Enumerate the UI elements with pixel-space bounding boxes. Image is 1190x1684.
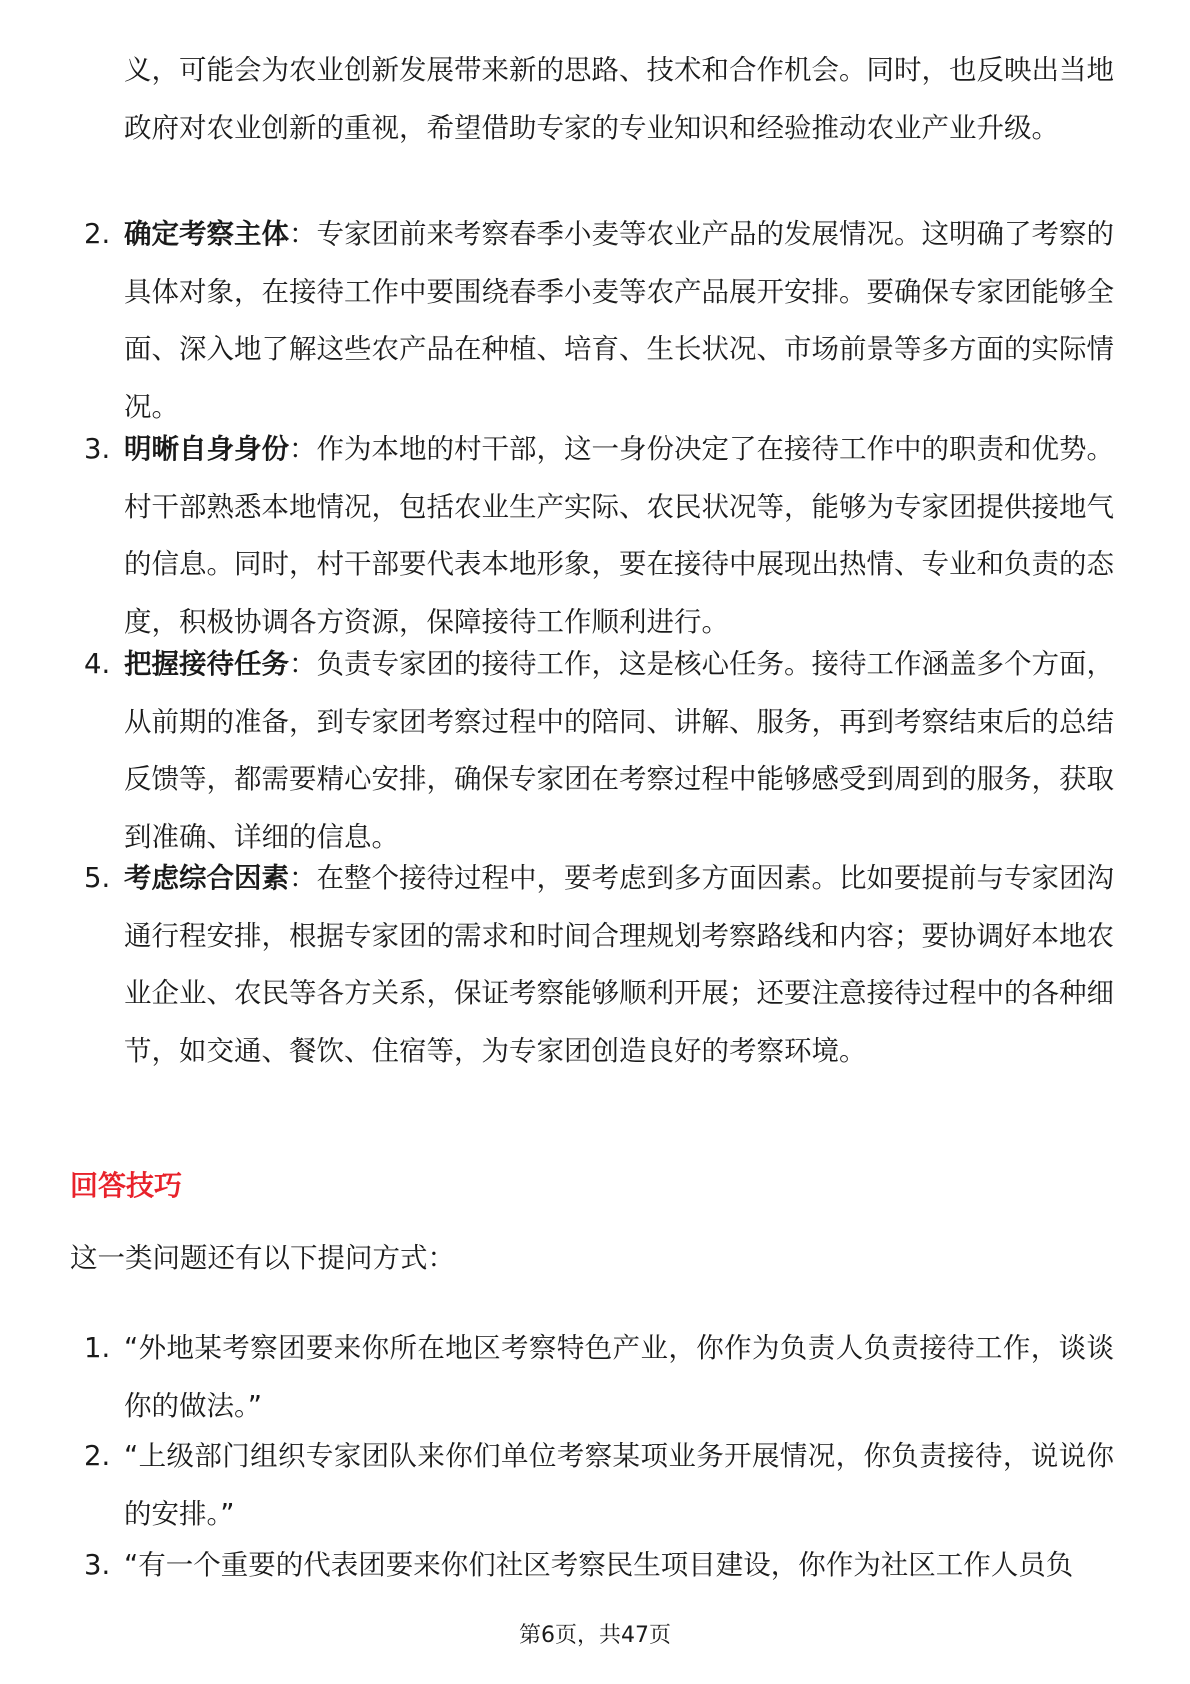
list-item-number: 2.	[84, 1440, 111, 1472]
list-item-number: 3.	[84, 433, 111, 465]
list-item-body	[124, 636, 1114, 866]
list-item-text: ：作为本地的村干部，这一身份决定了在接待工作中的职责和优势。村干部熟悉本地情况，包括农业生产实际、农民状况等，能够为专家团提供接地气的信息。同时，村干部要代表本地形象，要在接待中展现出热情、专业和负责的态度，积极协调各方资源，保障接待工作顺利进行。	[124, 433, 1114, 638]
list-item-number: 1.	[84, 1332, 111, 1364]
list-item-body	[124, 421, 1114, 651]
list-item-number: 4.	[84, 648, 111, 680]
tips-heading: 回答技巧	[70, 1169, 183, 1202]
tips-intro: 这一类问题还有以下提问方式：	[70, 1242, 455, 1274]
list-item-text: “有一个重要的代表团要来你们社区考察民生项目建设，你作为社区工作人员负	[124, 1549, 1074, 1581]
page-number-footer: 第6页，共47页	[519, 1623, 671, 1648]
list-item-text: ：专家团前来考察春季小麦等农业产品的发展情况。这明确了考察的具体对象，在接待工作中要围绕春季小麦等农产品展开安排。要确保专家团能够全面、深入地了解这些农产品在种植、培育、生长状况、市场前景等多方面的实际情况。	[124, 218, 1114, 423]
list-item-number: 5.	[84, 862, 111, 894]
list-item-text: “外地某考察团要来你所在地区考察特色产业，你作为负责人负责接待工作，谈谈你的做法。”	[124, 1332, 1114, 1422]
list-item-title: 考虑综合因素	[124, 862, 289, 894]
list-item-text: “上级部门组织专家团队来你们单位考察某项业务开展情况，你负责接待，说说你的安排。”	[124, 1440, 1114, 1530]
list-item-text: ：负责专家团的接待工作，这是核心任务。接待工作涵盖多个方面，从前期的准备，到专家团考察过程中的陪同、讲解、服务，再到考察结束后的总结反馈等，都需要精心安排，确保专家团在考察过程中能够感受到周到的服务，获取到准确、详细的信息。	[124, 648, 1114, 853]
list-item-body	[124, 850, 1114, 1080]
list-item-number: 2.	[84, 218, 111, 250]
list-item-number: 3.	[84, 1549, 111, 1581]
list-item-body	[124, 206, 1114, 436]
list-item-text: ：在整个接待过程中，要考虑到多方面因素。比如要提前与专家团沟通行程安排，根据专家团的需求和时间合理规划考察路线和内容；要协调好本地农业企业、农民等各方关系，保证考察能够顺利开展；还要注意接待过程中的各种细节，如交通、餐饮、住宿等，为专家团创造良好的考察环境。	[124, 862, 1114, 1067]
list-item-title: 把握接待任务	[124, 648, 289, 680]
list-item-title: 确定考察主体	[124, 218, 289, 250]
list-item-title: 明晰自身身份	[124, 433, 289, 465]
continuation-paragraph: 义，可能会为农业创新发展带来新的思路、技术和合作机会。同时，也反映出当地政府对农业创新的重视，希望借助专家的专业知识和经验推动农业产业升级。	[124, 54, 1114, 144]
